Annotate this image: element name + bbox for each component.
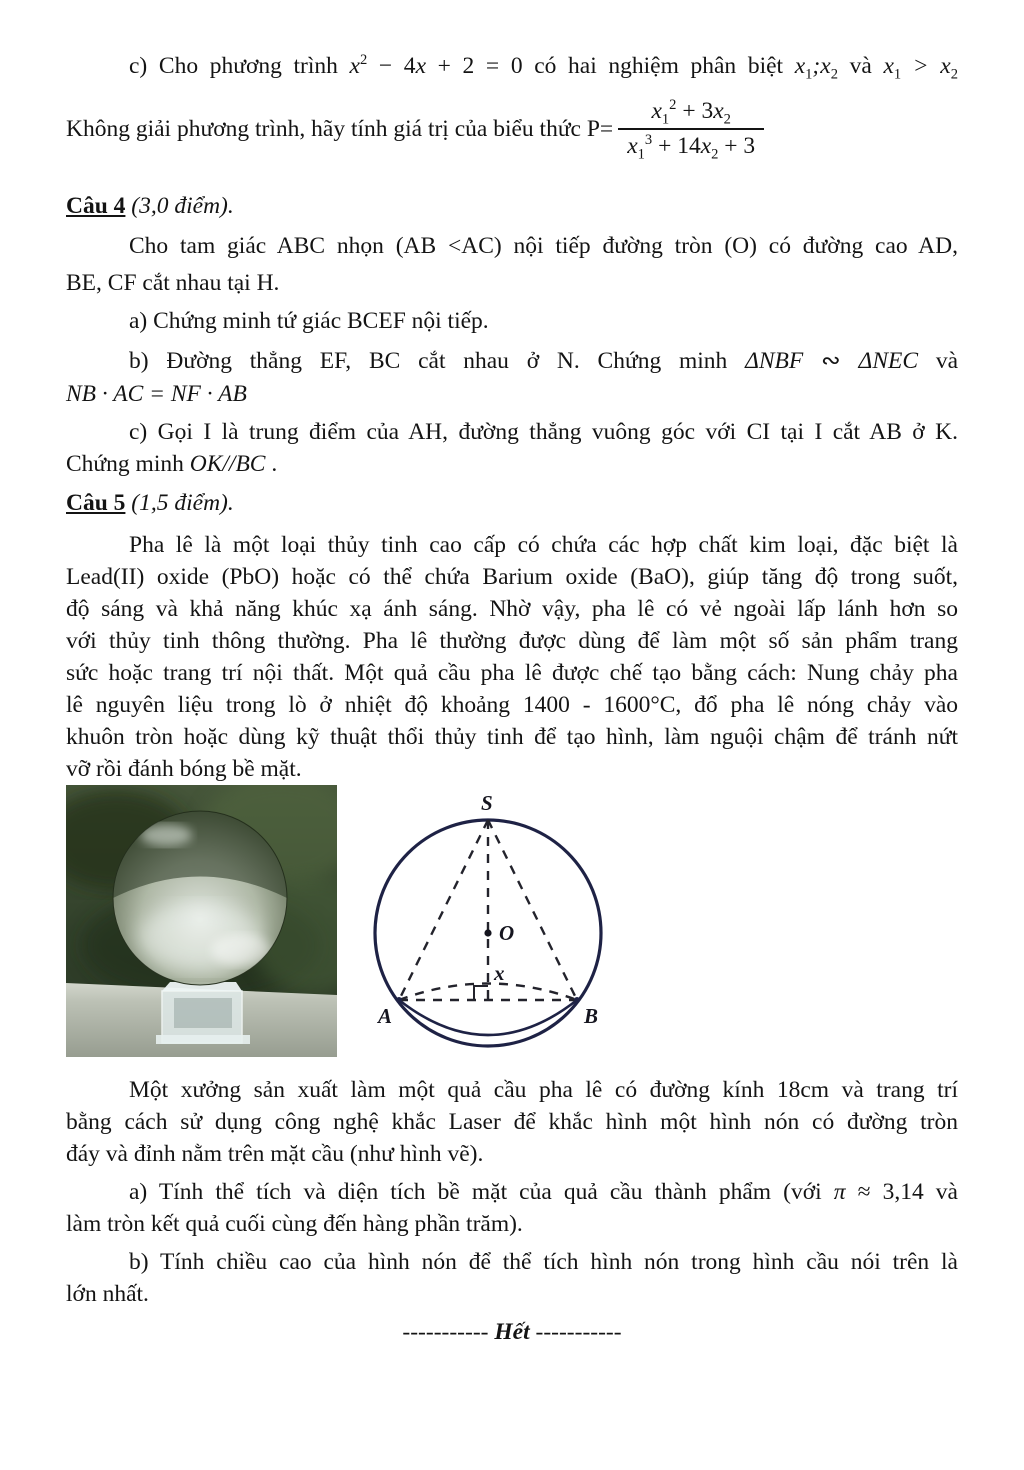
crystal-sphere xyxy=(113,811,287,985)
question5-paragraph-line2: Lead(II) oxide (PbO) hoặc có thể chứa Barium oxide (BaO), giúp tăng độ trong suốt, xyxy=(66,564,958,590)
question5-after-line1: Một xưởng sản xuất làm một quả cầu pha lê có đường kính 18cm và trang trí xyxy=(129,1077,958,1103)
question3c-line: c) Cho phương trình $x^2 - 4x + 2 = 0$ có hai nghiệm phân biệt $x_1;x_2$ và $x_1 > x_2$ xyxy=(129,52,959,83)
end-of-exam-line: ----------- Hết ----------- xyxy=(402,1319,622,1345)
question4-intro-line2: BE, CF cắt nhau tại H. xyxy=(66,270,280,296)
question5-paragraph-line6: lê nguyên liệu trong lò ở nhiệt độ khoảng 1400 - 1600°C, đổ pha lê nóng chảy vào xyxy=(66,692,958,718)
glass-stand xyxy=(156,982,250,1044)
question5-heading: Câu 5 (1,5 điểm). xyxy=(66,490,234,516)
fraction-numerator: $x_1^2 + 3x_2$ xyxy=(618,98,764,130)
question4-heading: Câu 4 (3,0 điểm). xyxy=(66,193,234,219)
question5-part-a-line1: a) Tính thể tích và diện tích bề mặt của quả cầu thành phẩm (với π ≈ 3,14 và xyxy=(129,1179,958,1205)
question5-paragraph-line7: khuôn tròn hoặc dùng kỹ thuật thổi thủy tinh để tạo hình, làm nguội chậm để tránh nứt xyxy=(66,724,958,750)
label-segment-x: x xyxy=(494,961,505,985)
label-point-b: B xyxy=(584,1004,599,1028)
expression-line xyxy=(66,88,958,170)
point-a-dot xyxy=(396,997,402,1003)
question5-paragraph-line1: Pha lê là một loại thủy tinh cao cấp có chứa các hợp chất kim loại, đặc biệt là xyxy=(129,532,958,558)
question4-part-b: b) Đường thẳng EF, BC cắt nhau ở N. Chứng minh ΔNBF ∾ ΔNEC và xyxy=(129,348,959,374)
crystal-ball-photo xyxy=(66,785,337,1057)
fraction-denominator: $x_1^3 + 14x_2 + 3$ xyxy=(627,132,756,163)
label-center-o: O xyxy=(499,921,515,945)
question4-part-c-line2: Chứng minh OK//BC . xyxy=(66,451,278,477)
center-point xyxy=(484,929,491,936)
question5-after-line2: bằng cách sử dụng công nghệ khắc Laser để khắc hình một hình nón có đường tròn xyxy=(66,1109,958,1135)
question5-part-b-line2: lớn nhất. xyxy=(66,1281,149,1307)
question4-part-c-line1: c) Gọi I là trung điểm của AH, đường thẳng vuông góc với CI tại I cắt AB ở K. xyxy=(129,419,958,445)
point-b-dot xyxy=(574,997,580,1003)
question5-part-a-line2: làm tròn kết quả cuối cùng đến hàng phần trăm). xyxy=(66,1211,523,1237)
cone-base-front-arc xyxy=(399,1000,577,1035)
label-point-a: A xyxy=(378,1004,393,1028)
question4-intro-line1: Cho tam giác ABC nhọn (AB <AC) nội tiếp đường tròn (O) có đường cao AD, xyxy=(129,233,958,259)
question4-equation: NB · AC = NF · AB xyxy=(66,381,247,407)
question5-paragraph-line5: sức hoặc trang trí nội thất. Một quả cầu pha lê được chế tạo bằng cách: Nung chảy pha xyxy=(66,660,958,686)
label-apex-s: S xyxy=(481,791,493,815)
right-angle-mark xyxy=(474,986,488,1000)
question5-after-line3: đáy và đỉnh nằm trên mặt cầu (như hình vẽ). xyxy=(66,1141,484,1167)
question5-paragraph-line4: với thủy tinh thông thường. Pha lê thường được dùng để làm một số sản phẩm trang xyxy=(66,628,958,654)
question5-paragraph-line8: vỡ rồi đánh bóng bề mặt. xyxy=(66,756,302,782)
fraction xyxy=(618,97,764,163)
question5-paragraph-line3: độ sáng và khả năng khúc xạ ánh sáng. Nhờ vậy, pha lê có vẻ ngoài lấp lánh hơn so xyxy=(66,596,958,622)
question4-part-a: a) Chứng minh tứ giác BCEF nội tiếp. xyxy=(129,308,489,334)
sphere-cone-diagram xyxy=(372,780,624,1056)
question5-part-b-line1: b) Tính chiều cao của hình nón để thể tích hình nón trong hình cầu nói trên là xyxy=(129,1249,958,1275)
expression-lead-text: Không giải phương trình, hãy tính giá trị của biểu thức P= xyxy=(66,115,614,142)
